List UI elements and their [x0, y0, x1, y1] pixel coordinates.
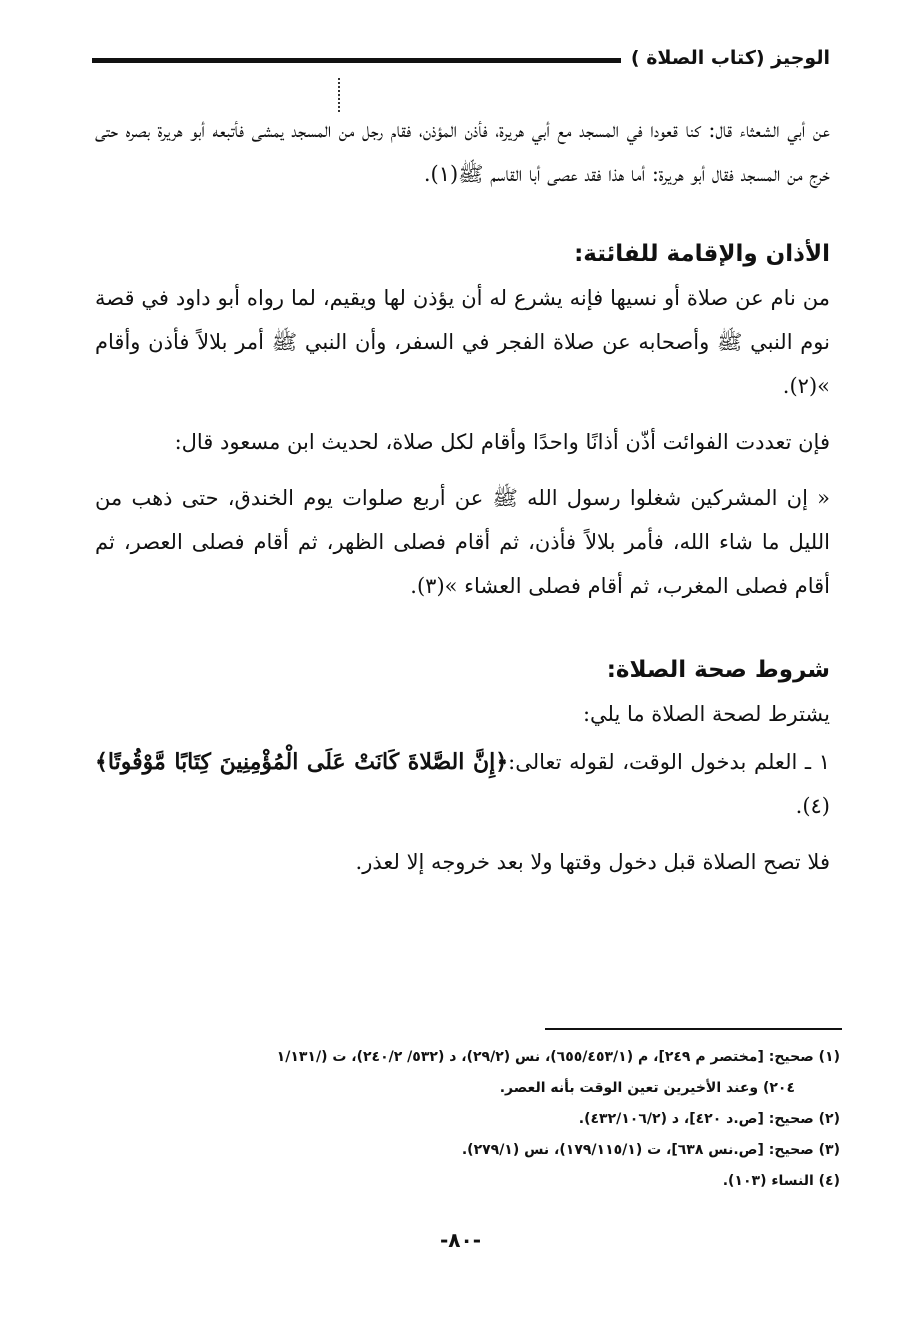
footnotes [95, 1042, 840, 1197]
paragraph-abu-shaatha: عن أبي الشعثاء قال: كنا قعودا في المسجد مع أبي هريرة، فأذن المؤذن، فقام رجل من المسجد يمشى فأتبعه أبو هريرة بصره حتى خرج من المسجد فقال أبو هريرة: أما هذا فقد عصى أبا القاسم ﷺ(١). [95, 118, 830, 186]
paragraph-time-rule: فلا تصح الصلاة قبل دخول وقتها ولا بعد خروجه إلا لعذر. [355, 850, 830, 874]
header-rule [92, 58, 621, 63]
footnote-1: (١) صحيح: [مختصر م ٢٤٩]، م (٦٥٥/٤٥٣/١)، نس (٢٩/٢)، د (٥٣٢/ ٢٤٠/٢)، ت (/١/١٣١ [276, 1049, 840, 1065]
condition-time-intro: ١ ـ العلم بدخول الوقت، لقوله تعالى: [508, 750, 830, 774]
paragraph-missed-prayer: من نام عن صلاة أو نسيها فإنه يشرع له أن يؤذن لها ويقيم، لما رواه أبو داود في قصة نوم النبي ﷺ وأصحابه عن صلاة الفجر في السفر، وأن النبي ﷺ أمر بلالاً فأذن وأقام »(٢). [95, 286, 830, 398]
footnote-4: (٤) النساء (١٠٣). [722, 1173, 840, 1189]
paragraph-ibn-masud-hadith: « إن المشركين شغلوا رسول الله ﷺ عن أربع صلوات يوم الخندق، حتى ذهب من الليل ما شاء الله، فأمر بلالاً فأذن، ثم أقام فصلى الظهر، ثم أقام فصلى العصر، ثم أقام فصلى المغرب، ثم أقام فصلى العشاء »(٣). [95, 486, 830, 598]
quran-verse: ﴿إِنَّ الصَّلاةَ كَانَتْ عَلَى الْمُؤْمِنِينَ كِتَابًا مَّوْقُوتًا﴾ [95, 749, 509, 775]
stray-mark [338, 78, 340, 112]
page-number: -٨٠- [439, 1228, 482, 1252]
paragraph-conditions-intro: يشترط لصحة الصلاة ما يلي: [582, 702, 830, 726]
running-header [92, 42, 830, 74]
header-title: الوجيز (كتاب الصلاة ) [630, 47, 830, 69]
footnote-separator [545, 1028, 842, 1030]
section-heading-missed-prayer-adhan: الأذان والإقامة للفائتة: [574, 241, 830, 267]
main-text [95, 108, 830, 896]
footnote-3: (٣) صحيح: [ص.نس ٦٣٨]، ت (١٧٩/١١٥/١)، نس (٢٧٩/١). [461, 1142, 840, 1158]
footnote-1-continued: ٢٠٤) وعند الأخيرين تعين الوقت بأنه العصر. [499, 1080, 795, 1096]
paragraph-multiple-missed: فإن تعددت الفوائت أذّن أذانًا واحدًا وأقام لكل صلاة، لحديث ابن مسعود قال: [174, 430, 830, 454]
footnote-2: (٢) صحيح: [ص.د ٤٢٠]، د (٤٣٢/١٠٦/٢). [578, 1111, 840, 1127]
section-heading-prayer-conditions: شروط صحة الصلاة: [606, 657, 830, 683]
quran-ref: (٤). [795, 794, 830, 818]
paragraph-condition-time [95, 740, 830, 828]
